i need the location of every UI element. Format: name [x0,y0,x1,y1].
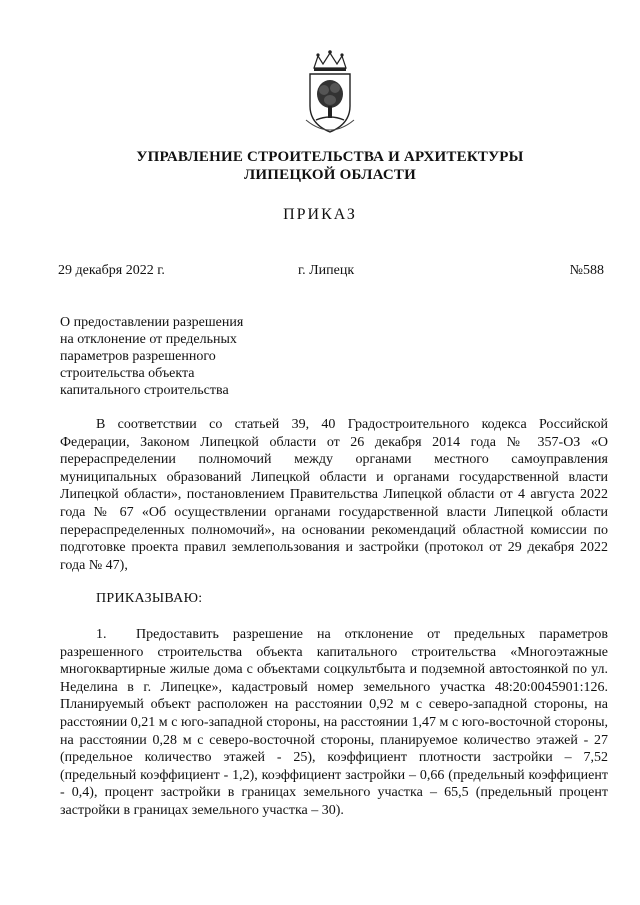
organization-title-line-2: ЛИПЕЦКОЙ ОБЛАСТИ [244,167,416,183]
organization-title-line-1: УПРАВЛЕНИЕ СТРОИТЕЛЬСТВА И АРХИТЕКТУРЫ [136,149,524,165]
document-city: г. Липецк [298,263,355,278]
order-item-text: Предоставить разрешение на отклонение от предельных параметров разрешенного строительства объекта капитального строительства «Многоэтажные многоквартирные жилые дома с объектами соцкультбыта и подземной автостоянкой по ул. Неделина в г. Липецке», кадастровый номер земельного участка 48:20:0045901:126. Планируемый объект расположен на расстоянии 0,92 м с северо-западной стороны, на расстоянии 0,21 м с юго-западной стороны, на расстоянии 1,47 м с юго-восточной стороны, на расстоянии 0,28 м с северо-восточной стороны, планируемое количество этажей - 27 (предельное количество этажей - 25), коэффициент плотности застройки – 7,52 (предельный коэффициент - 1,2), коэффициент застройки – 0,66 (предельный коэффициент - 0,4), процент застройки в границах земельного участка – 65,5 (предельный процент застройки в границах земельного участка – 30). [60,627,608,818]
document-subject [60,314,300,399]
order-item-number: 1. [96,627,107,642]
document-type-title: ПРИКАЗ [283,206,357,223]
subject-line: строительства объекта [60,366,195,381]
subject-line: капитального строительства [60,383,229,398]
document-number: №588 [569,263,604,278]
order-item-1 [60,626,608,820]
preamble-paragraph: В соответствии со статьей 39, 40 Градостроительного кодекса Российской Федерации, Законом Липецкой области от 26 декабря 2014 года № 357-ОЗ «О перераспределении полномочий между органами местного самоуправления муниципальных образований Липецкой области и органами государственной власти Липецкой области», постановлением Правительства Липецкой области от 4 августа 2022 года № 67 «Об осуществлении органами государственной власти Липецкой области перераспределенных полномочий», на основании рекомендаций областной комиссии по подготовке проекта правил землепользования и застройки (протокол от 29 декабря 2022 года № 47), [60,417,608,573]
coat-of-arms-icon [304,50,356,138]
subject-line: О предоставлении разрешения [60,315,244,330]
order-word: ПРИКАЗЫВАЮ: [96,591,203,606]
subject-line: на отклонение от предельных [60,332,237,347]
subject-line: параметров разрешенного [60,349,216,364]
document-date: 29 декабря 2022 г. [58,263,165,278]
